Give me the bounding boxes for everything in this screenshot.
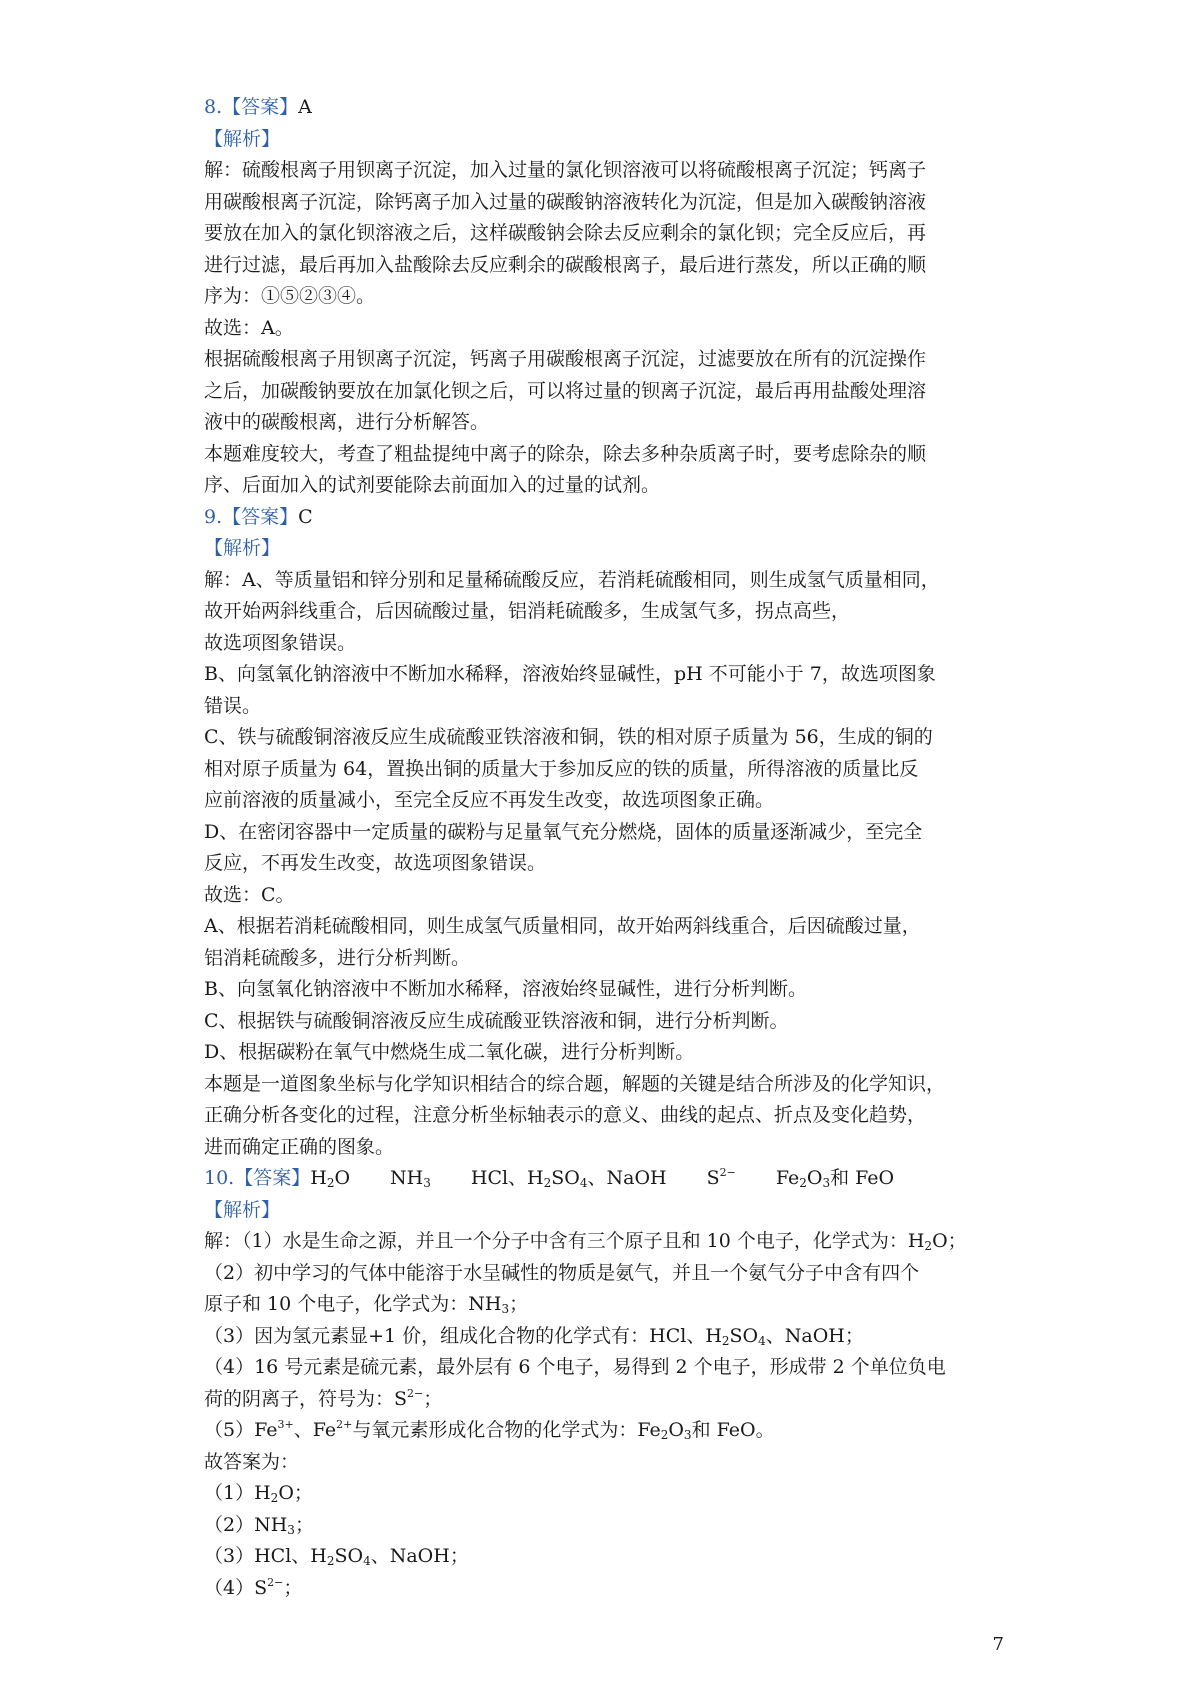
q9-line: D、根据碳粉在氧气中燃烧生成二氧化碳，进行分析判断。 xyxy=(204,1041,695,1063)
text: 和 FeO xyxy=(830,1167,895,1189)
q9-line: C、铁与硫酸铜溶液反应生成硫酸亚铁溶液和铜，铁的相对原子质量为 56，生成的铜的 xyxy=(204,726,933,748)
q9-number: 9. xyxy=(204,505,223,528)
text: Fe xyxy=(775,1167,800,1189)
q8-line: 进行过滤，最后再加入盐酸除去反应剩余的碳酸根离子，最后进行蒸发，所以正确的顺 xyxy=(204,253,927,276)
superscript: 3+ xyxy=(277,1418,294,1431)
superscript: 2+ xyxy=(336,1418,353,1431)
q9-line: 反应，不再发生改变，故选项图象错误。 xyxy=(204,852,547,874)
subscript: 4 xyxy=(363,1554,371,1568)
q9-line: 铝消耗硫酸多，进行分析判断。 xyxy=(204,946,471,969)
formula-sulfide-ion xyxy=(707,1167,736,1189)
formula-ammonia xyxy=(390,1167,431,1189)
text: ； xyxy=(294,1513,314,1536)
text: O xyxy=(668,1419,684,1441)
subscript: 3 xyxy=(423,1176,431,1190)
q10-answer-values xyxy=(310,1167,894,1189)
q9-line: 本题是一道图象坐标与化学知识相结合的综合题，解题的关键是结合所涉及的化学知识， xyxy=(204,1072,946,1095)
q10-line-4 xyxy=(204,1321,1004,1353)
text: 解：（1）水是生命之源，并且一个分子中含有三个原子且和 10 个电子，化学式为：H xyxy=(204,1230,925,1252)
text: O xyxy=(806,1167,823,1189)
text: 荷的阴离子，符号为：S xyxy=(204,1387,408,1410)
formula-iron-oxides xyxy=(776,1167,894,1189)
text: （4）S xyxy=(204,1576,268,1599)
text: 、NaOH； xyxy=(370,1545,469,1567)
subscript: 3 xyxy=(501,1302,510,1316)
subscript: 4 xyxy=(758,1333,766,1348)
q9-line: A、根据若消耗硫酸相同，则生成氢气质量相同，故开始两斜线重合，后因硫酸过量， xyxy=(204,915,921,937)
text: （1）H xyxy=(204,1482,271,1504)
q9-line: B、向氢氧化钠溶液中不断加水稀释，溶液始终显碱性，进行分析判断。 xyxy=(204,978,807,1000)
q9-line: 应前溶液的质量减小，至完全反应不再发生改变，故选项图象正确。 xyxy=(204,789,775,811)
q8-line: 故选：A。 xyxy=(204,316,294,339)
q10-answer-4 xyxy=(204,1573,1004,1605)
subscript: 2 xyxy=(270,1491,279,1505)
text: NH xyxy=(390,1167,424,1189)
text: （5）Fe xyxy=(204,1419,278,1441)
subscript: 3 xyxy=(683,1428,692,1442)
subscript: 2 xyxy=(924,1239,933,1253)
text: HCl、H xyxy=(470,1167,544,1189)
text: 、NaOH； xyxy=(765,1324,864,1347)
q9-line: B、向氢氧化钠溶液中不断加水稀释，溶液始终显碱性，pH 不可能小于 7，故选项图象 xyxy=(204,663,936,685)
superscript: 2− xyxy=(719,1166,736,1179)
q8-answer: A xyxy=(298,96,312,118)
q10-line-8: 故答案为： xyxy=(204,1450,300,1473)
subscript: 2 xyxy=(799,1176,807,1190)
q8-line: 序为：①⑤②③④。 xyxy=(204,285,376,307)
q8-line: 液中的碳酸根离，进行分析解答。 xyxy=(204,411,490,433)
text: ； xyxy=(509,1293,529,1315)
q9-line: 故选：C。 xyxy=(204,883,295,906)
subscript: 3 xyxy=(822,1176,831,1190)
q9-line: 故选项图象错误。 xyxy=(204,631,357,654)
q8-line: 本题难度较大，考查了粗盐提纯中离子的除杂，除去多种杂质离子时，要考虑除杂的顺 xyxy=(204,442,927,465)
subscript: 2 xyxy=(721,1333,730,1348)
q8-line: 用碳酸根离子沉淀，除钙离子加入过量的碳酸钠溶液转化为沉淀，但是加入碳酸钠溶液 xyxy=(204,190,927,213)
q8-line: 之后，加碳酸钠要放在加氯化钡之后，可以将过量的钡离子沉淀，最后再用盐酸处理溶 xyxy=(204,379,927,402)
q8-line: 序、后面加入的试剂要能除去前面加入的过量的试剂。 xyxy=(204,474,661,496)
subscript: 2 xyxy=(326,1176,335,1190)
text: SO xyxy=(551,1167,580,1189)
q8-line: 解：硫酸根离子用钡离子沉淀，加入过量的氯化钡溶液可以将硫酸根离子沉淀；钙离子 xyxy=(204,159,927,181)
q9-line: 相对原子质量为 64，置换出铜的质量大于参加反应的铁的质量，所得溶液的质量比反 xyxy=(204,757,919,780)
text: O； xyxy=(932,1230,967,1252)
text: SO xyxy=(334,1545,364,1567)
text: （3）HCl、H xyxy=(204,1545,327,1567)
text: O xyxy=(334,1167,351,1189)
text: SO xyxy=(729,1324,759,1347)
formula-compounds xyxy=(471,1167,667,1189)
text: H xyxy=(310,1167,327,1189)
q8-answer-tag: 【答案】 xyxy=(222,96,299,118)
q8-line: 根据硫酸根离子用钡离子沉淀，钙离子用碳酸根离子沉淀，过滤要放在所有的沉淀操作 xyxy=(204,348,927,370)
text: （2）NH xyxy=(204,1513,288,1536)
subscript: 2 xyxy=(660,1428,669,1442)
q10-line-6 xyxy=(204,1384,1004,1416)
q9-answer: C xyxy=(298,505,313,528)
superscript: 2− xyxy=(407,1386,424,1400)
superscript: 2− xyxy=(267,1575,284,1589)
q8-answer-line xyxy=(204,92,1004,124)
text: 、NaOH xyxy=(587,1167,667,1189)
formula-water xyxy=(310,1167,350,1189)
subscript: 2 xyxy=(326,1554,335,1568)
q9-line: D、在密闭容器中一定质量的碳粉与足量氧气充分燃烧，固体的质量逐渐减少，至完全 xyxy=(204,820,923,843)
q10-answer-2 xyxy=(204,1510,1004,1542)
text: ； xyxy=(283,1576,303,1599)
q9-line: 进而确定正确的图象。 xyxy=(204,1135,395,1158)
q8-number: 8. xyxy=(204,96,223,118)
q10-line-3 xyxy=(204,1289,1004,1321)
subscript: 2 xyxy=(543,1176,552,1190)
q9-line: 解：A、等质量铝和锌分别和足量稀硫酸反应，若消耗硫酸相同，则生成氢气质量相同， xyxy=(204,568,940,591)
text: S xyxy=(706,1167,720,1189)
q9-line: 错误。 xyxy=(204,694,262,717)
q8-analysis-tag: 【解析】 xyxy=(204,127,281,150)
page-number: 7 xyxy=(992,1634,1004,1655)
q9-line: C、根据铁与硫酸铜溶液反应生成硫酸亚铁溶液和铜，进行分析判断。 xyxy=(204,1009,789,1032)
q9-line: 正确分析各变化的过程，注意分析坐标轴表示的意义、曲线的起点、折点及变化趋势， xyxy=(204,1104,927,1126)
q9-answer-tag: 【答案】 xyxy=(222,505,299,528)
q10-answer-line xyxy=(204,1163,1004,1195)
q10-line-1 xyxy=(204,1226,1004,1258)
subscript: 3 xyxy=(287,1522,295,1537)
subscript: 4 xyxy=(579,1176,588,1190)
q10-line-2: （2）初中学习的气体中能溶于水呈碱性的物质是氨气，并且一个氨气分子中含有四个 xyxy=(204,1261,920,1284)
text: ； xyxy=(423,1387,443,1410)
q9-answer-line xyxy=(204,502,1004,534)
q10-answer-tag: 【答案】 xyxy=(234,1167,311,1189)
q10-answer-3 xyxy=(204,1541,1004,1573)
text: 与氧元素形成化合物的化学式为：Fe xyxy=(352,1419,661,1441)
text: （3）因为氢元素显+1 价，组成化合物的化学式有：HCl、H xyxy=(204,1324,722,1347)
q10-answer-1 xyxy=(204,1478,1004,1510)
q9-line: 故开始两斜线重合，后因硫酸过量，铝消耗硫酸多，生成氢气多，拐点高些， xyxy=(204,600,851,622)
text: 和 FeO。 xyxy=(691,1419,775,1441)
q10-line-5: （4）16 号元素是硫元素，最外层有 6 个电子，易得到 2 个电子，形成带 2 个单位负电 xyxy=(204,1356,946,1378)
q8-line: 要放在加入的氯化钡溶液之后，这样碳酸钠会除去反应剩余的氯化钡；完全反应后，再 xyxy=(204,222,927,244)
q10-number: 10. xyxy=(204,1167,235,1189)
q9-analysis-tag: 【解析】 xyxy=(204,537,281,559)
document-page xyxy=(204,92,1004,1604)
text: O； xyxy=(278,1482,313,1504)
text: 、Fe xyxy=(293,1419,337,1441)
text: 原子和 10 个电子，化学式为：NH xyxy=(204,1293,502,1315)
q10-line-7 xyxy=(204,1415,1004,1447)
q10-analysis-tag: 【解析】 xyxy=(204,1198,281,1221)
